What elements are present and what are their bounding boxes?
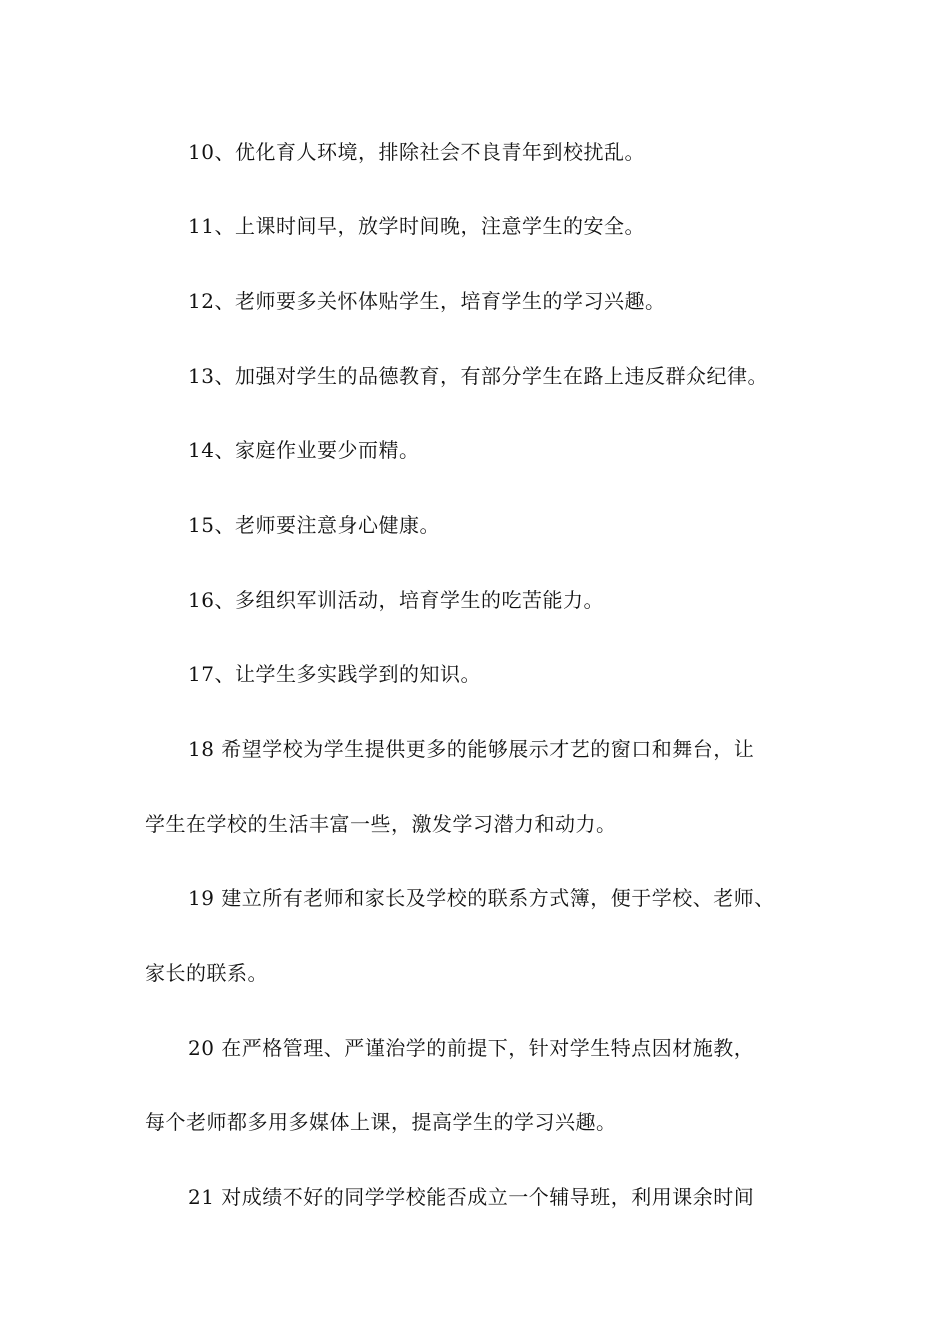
item-16: 16、多组织军训活动，培育学生的吃苦能力。	[188, 588, 604, 612]
item-20-line-1: 20 在严格管理、严谨治学的前提下，针对学生特点因材施教，	[188, 1036, 755, 1060]
item-20-line-2: 每个老师都多用多媒体上课，提高学生的学习兴趣。	[145, 1110, 617, 1134]
item-11: 11、上课时间早，放学时间晚，注意学生的安全。	[188, 214, 645, 238]
item-15: 15、老师要注意身心健康。	[188, 513, 440, 537]
item-12: 12、老师要多关怀体贴学生，培育学生的学习兴趣。	[188, 289, 666, 313]
item-21-line-1: 21 对成绩不好的同学学校能否成立一个辅导班，利用课余时间	[188, 1185, 755, 1209]
item-18-line-2: 学生在学校的生活丰富一些，激发学习潜力和动力。	[145, 812, 617, 836]
item-19-line-2: 家长的联系。	[145, 961, 268, 985]
item-17: 17、让学生多实践学到的知识。	[188, 662, 481, 686]
item-14: 14、家庭作业要少而精。	[188, 438, 420, 462]
item-19-line-1: 19 建立所有老师和家长及学校的联系方式簿，便于学校、老师、	[188, 886, 775, 910]
item-10: 10、优化育人环境，排除社会不良青年到校扰乱。	[188, 140, 645, 164]
item-18-line-1: 18 希望学校为学生提供更多的能够展示才艺的窗口和舞台，让	[188, 737, 755, 761]
item-13: 13、加强对学生的品德教育，有部分学生在路上违反群众纪律。	[188, 364, 768, 388]
